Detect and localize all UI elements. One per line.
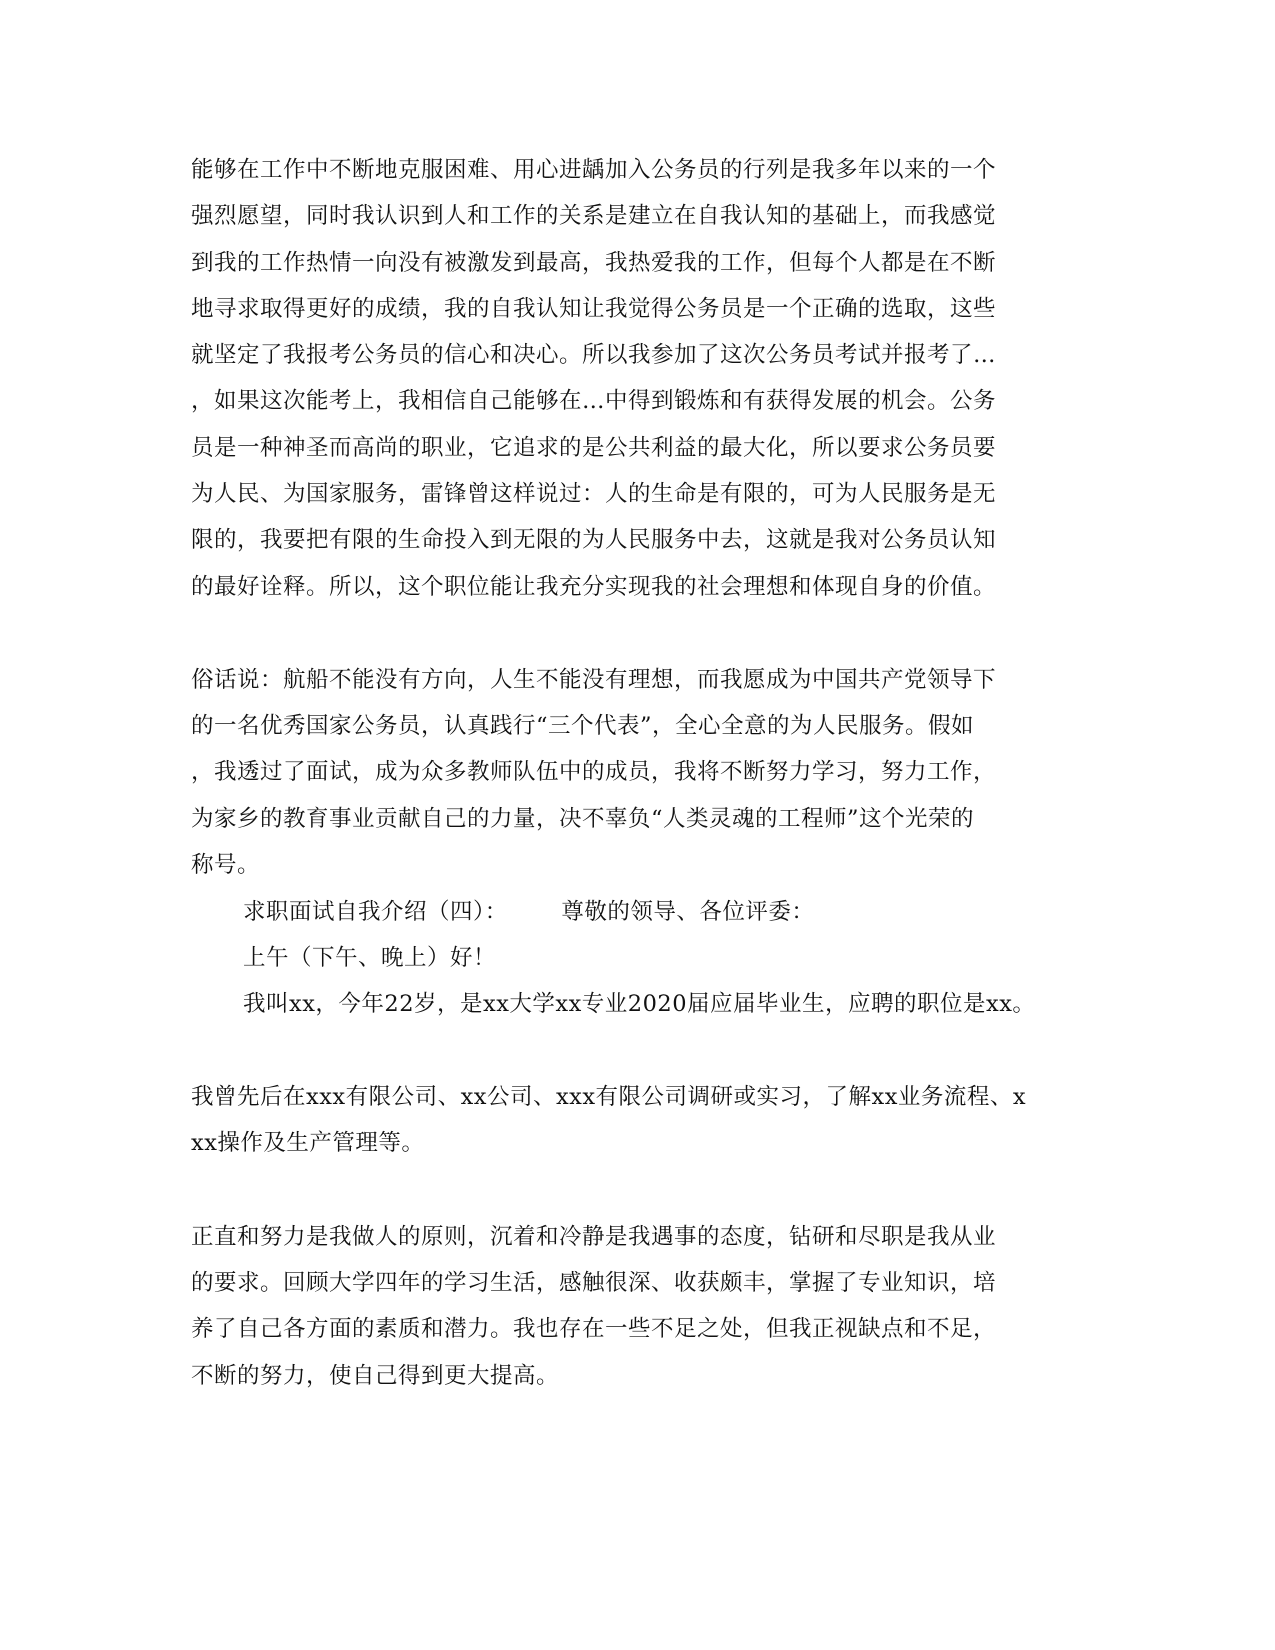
text-line: 养了自己各方面的素质和潜力。我也存在一些不足之处，但我正视缺点和不足， [191,1316,997,1342]
text-line: 正直和努力是我做人的原则，沉着和冷静是我遇事的态度，钻研和尽职是我从业 [191,1224,997,1250]
salutation: 尊敬的领导、各位评委： [561,899,815,925]
text-line: 限的，我要把有限的生命投入到无限的为人民服务中去，这就是我对公务员认知 [191,527,997,553]
text-line: 就坚定了我报考公务员的信心和决心。所以我参加了这次公务员考试并报考了… [191,342,997,368]
text-line: 为人民、为国家服务，雷锋曾这样说过：人的生命是有限的，可为人民服务是无 [191,481,997,507]
section-heading: 求职面试自我介绍（四）： [243,899,508,925]
greeting: 上午（下午、晚上）好！ [243,945,497,971]
text-line: 强烈愿望，同时我认识到人和工作的关系是建立在自我认知的基础上，而我感觉 [191,203,997,229]
text-line: 的一名优秀国家公务员，认真践行“三个代表”，全心全意的为人民服务。假如 [191,713,975,739]
text-line: 的最好诠释。所以，这个职位能让我充分实现我的社会理想和体现自身的价值。 [191,574,997,600]
text-line: 能够在工作中不断地克服困难、用心进龋加入公务员的行列是我多年以来的一个 [191,157,997,183]
text-line: 为家乡的教育事业贡献自己的力量，决不辜负“人类灵魂的工程师”这个光荣的 [191,806,975,832]
text-line: 俗话说：航船不能没有方向，人生不能没有理想，而我愿成为中国共产党领导下 [191,667,997,693]
text-line: 不断的努力，使自己得到更大提高。 [191,1363,560,1389]
text-line: ，如果这次能考上，我相信自己能够在…中得到锻炼和有获得发展的机会。公务 [191,388,997,414]
text-line: 地寻求取得更好的成绩，我的自我认知让我觉得公务员是一个正确的选取，这些 [191,296,997,322]
text-line: xx操作及生产管理等。 [191,1130,425,1156]
text-line: 员是一种神圣而高尚的职业，它追求的是公共利益的最大化，所以要求公务员要 [191,435,997,461]
text-line: ，我透过了面试，成为众多教师队伍中的成员，我将不断努力学习，努力工作， [191,759,997,785]
text-line: 称号。 [191,852,261,878]
intro-line: 我叫xx，今年22岁，是xx大学xx专业2020届应届毕业生，应聘的职位是xx。 [243,991,1036,1017]
text-line: 我曾先后在xxx有限公司、xx公司、xxx有限公司调研或实习，了解xx业务流程、x [191,1084,1027,1110]
section-heading-row [243,897,814,927]
text-line: 的要求。回顾大学四年的学习生活，感触很深、收获颇丰，掌握了专业知识，培 [191,1270,997,1296]
text-line: 到我的工作热情一向没有被激发到最高，我热爱我的工作，但每个人都是在不断 [191,250,997,276]
